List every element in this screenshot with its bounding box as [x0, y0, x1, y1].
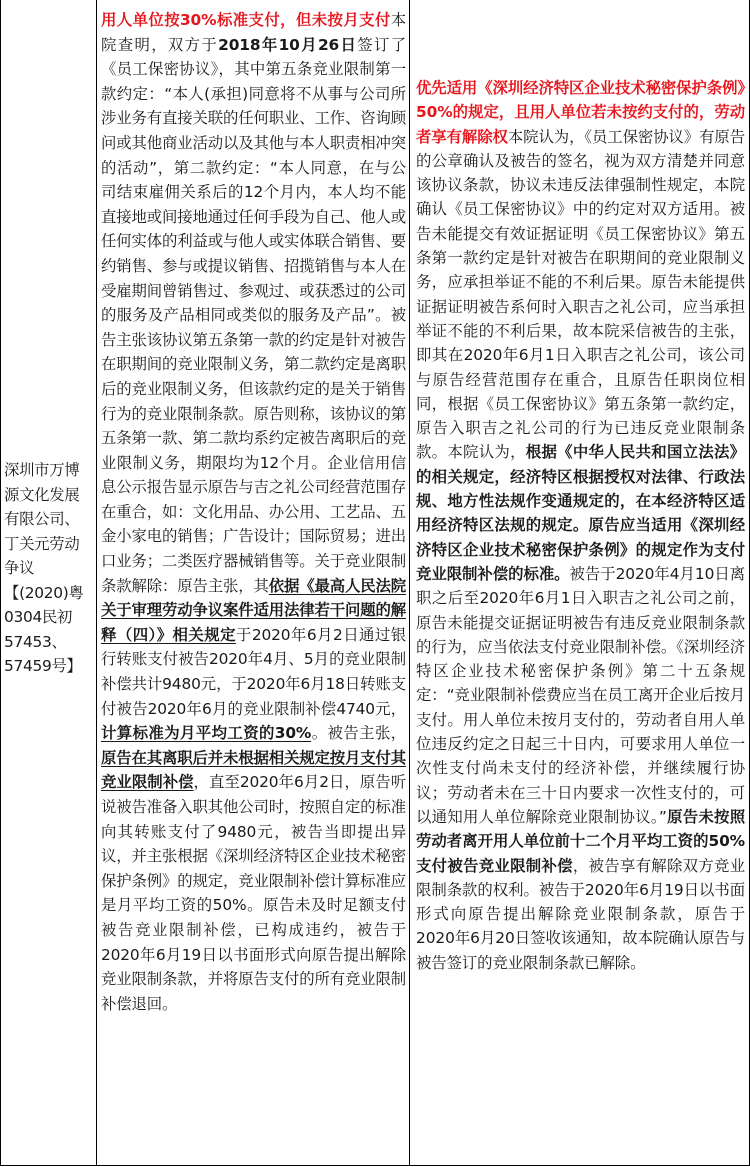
col2-text-run: 关于竞业限制条款解除：原告主张，其 — [101, 552, 406, 595]
facts-cell — [97, 0, 410, 1166]
facts-text — [101, 8, 406, 1016]
court-opinion-text — [416, 76, 745, 975]
court-opinion-cell — [410, 0, 750, 1166]
col2-text-run: 依据《最高人民法院关于审理劳动争议案件适用法律若干问题的解释（四）》相关规定 — [101, 576, 406, 644]
col2-text-run: 于2020年6月2日通过银行转账支付被告2020年4月、5月的竞业限制补偿共计9480元，于2020年6月18日转账支付被告2020年6月的竞业限制补偿4740元， — [101, 625, 406, 718]
col2-text-run: 本院查明，双方于 — [101, 11, 406, 54]
col2-text-run: 签订了《员工保密协议》，其中第五条竞业限制第一款约定：“本人(承担)同意将不从事与公司所涉业务有直接关联的任何职业、工作、咨询顾问或其他商业活动以及其他与本人职责相冲突的活动”，第二款约定：“本人同意，在与公司结束雇佣关系后的12个月内，本人均不能直接地或间接地通过任何手段为自己、他人或任何实体的利益或与他人或实体联合销售、要约销售、参与或提议销售、招揽销售与本人在受雇期间曾销售过、参观过、或获悉过的公司的服务及产品相同或类似的服务及产品”。被告主张该协议第五条第一款的约定是针对被告在职期间的竞业限制义务，第二款约定是离职后的竞业限制义务，但该款约定的是关于销售行为的竞业限制条款。原告则称，该协议的第五条第一款、第二款均系约定被告离职后的竞业限制义务，期限均为12个月。企业信用信息公示报告显示原告与吉之礼公司经营范围存在重合，如：文化用品、办公用、工艺品、五金小家电的销售；广告设计；国际贸易；进出口业务；二类医疗器械销售等。 — [101, 35, 407, 571]
col3-text-run: 优先适用《深圳经济特区企业技术秘密保护条例》50%的规定，且用人单位若未按约支付的，劳动者享有解除权 — [416, 79, 745, 146]
col3-text-run: 本院认为， — [447, 443, 526, 462]
col2-text-run: 2018年10月26日 — [218, 35, 358, 54]
col3-text-run: ，被告享有解除双方竞业限制条款的权利。被告于2020年6月19日以书面形式向原告提出解除竞业限制条款，原告于2020年6月20日签收该通知，故本院确认原告与被告签订的竞业限制条款已解除。 — [416, 856, 745, 972]
case-name-cell — [0, 0, 97, 1166]
col3-text-run: 原告未按照劳动者离开用人单位前十二个月平均工资的50%支付被告竞业限制补偿 — [416, 807, 745, 875]
col2-text-run: ，直至2020年6月2日，原告听说被告准备入职其他公司时，按照自定的标准向其转账支付了9480元，被告当即提出异议，并主张根据《深圳经济特区企业技术秘密保护条例》的规定，竞业限制补偿计算标准应是月平均工资的50%。原告未及时足额支付被告竞业限制补偿，已构成违约，被告于2020年6月19日以书面形式向原告提出解除竞业限制条款，并将原告支付的所有竞业限制补偿退回。 — [101, 773, 406, 1013]
col2-text-run: 原告在其离职后并未根据相关规定按月支付其竞业限制补偿 — [101, 748, 406, 792]
case-name-text: 深圳市万博源文化发展有限公司、丁关元劳动争议【(2020)粤0304民初57453、57459号】 — [4, 461, 84, 675]
col2-text-run: 。被告主张， — [311, 724, 406, 743]
col3-text-run: 本院认为，《员工保密协议》有原告的公章确认及被告的签名，视为双方清楚并同意该协议条款，协议未违反法律强制性规定，本院确认《员工保密协议》中的约定对双方适用。被告未能提交有效证据证明《员工保密协议》第五条第一款约定是针对被告在职期间的竞业限制义务，应承担举证不能的不利后果。原告未能提供证据证明被告系何时入职吉之礼公司，应当承担举证不能的不利后果，故本院采信被告的主张，即其在2020年6月1日入职吉之礼公司，该公司与原告经营范围存在重合，且原告任职岗位相同，根据《员工保密协议》第五条第一款约定，原告入职吉之礼公司的行为已违反竞业限制条款。 — [416, 127, 746, 462]
col2-text-run: 计算标准为月平均工资的30% — [101, 724, 312, 743]
col3-text-run: 根据《中华人民共和国立法法》的相关规定，经济特区根据授权对法律、行政法规、地方性法规作变通规定的，在本经济特区适用经济特区法规的规定。原告应当适用《深圳经济特区企业技术秘密保护条例》的规定作为支付竞业限制补偿的标准。 — [416, 443, 745, 583]
col3-text-run: 被告于2020年4月10日离职之后至2020年6月1日入职吉之礼公司之前，原告未能提交证据证明被告有违反竞业限制条款的行为，应当依法支付竞业限制补偿。《深圳经济特区企业技术秘密保护条例》第二十五条规定：“竞业限制补偿费应当在员工离开企业后按月支付。用人单位未按月支付的，劳动者自用人单位违反约定之日起三十日内，可要求用人单位一次性支付尚未支付的经济补偿，并继续履行协议；劳动者未在三十日内要求一次性支付的，可以通知用人单位解除竞业限制协议。” — [416, 564, 745, 826]
col2-text-run: 用人单位按30%标准支付，但未按月支付 — [101, 11, 391, 29]
